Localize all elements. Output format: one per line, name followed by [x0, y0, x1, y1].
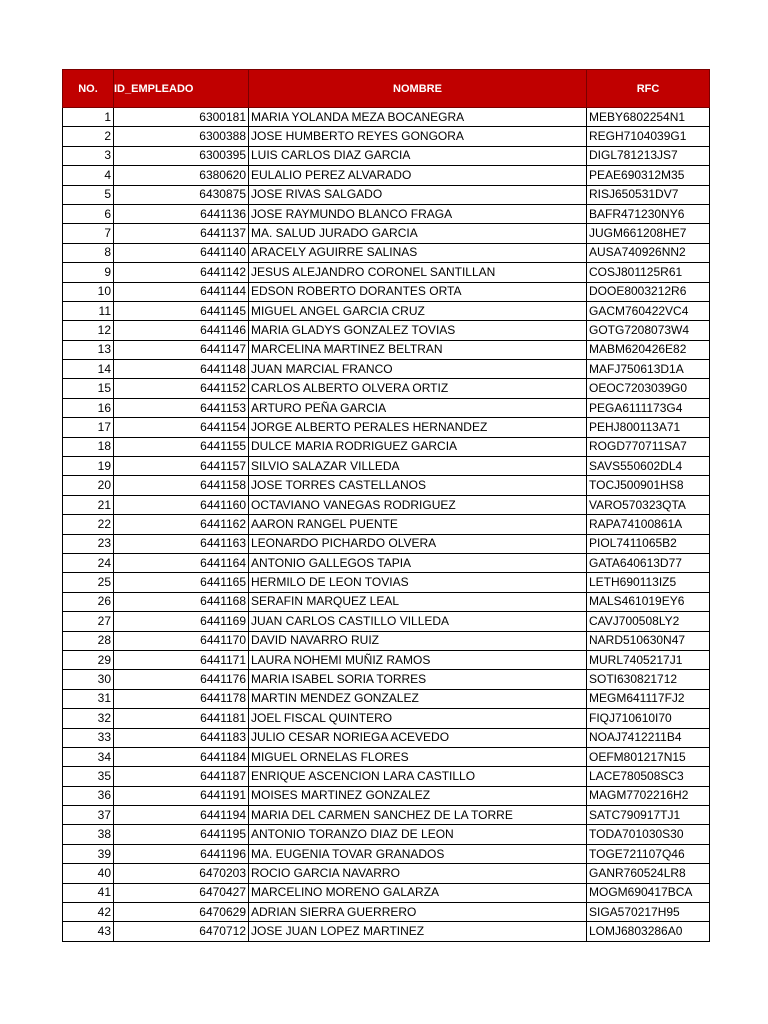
table-row [63, 883, 710, 902]
cell-rfc: MEBY6802254N1 [587, 108, 710, 127]
cell-rfc: TOCJ500901HS8 [587, 476, 710, 495]
cell-rfc: BAFR471230NY6 [587, 204, 710, 223]
cell-nombre: JOSE JUAN LOPEZ MARTINEZ [249, 922, 587, 941]
cell-id-empleado: 6441142 [114, 263, 249, 282]
cell-id-empleado: 6470427 [114, 883, 249, 902]
cell-nombre: MARIA YOLANDA MEZA BOCANEGRA [249, 108, 587, 127]
cell-nombre: JOSE RIVAS SALGADO [249, 185, 587, 204]
cell-nombre: MIGUEL ANGEL GARCIA CRUZ [249, 301, 587, 320]
cell-id-empleado: 6441191 [114, 786, 249, 805]
cell-no: 3 [63, 146, 114, 165]
cell-no: 4 [63, 166, 114, 185]
table-row [63, 476, 710, 495]
cell-id-empleado: 6441165 [114, 573, 249, 592]
cell-id-empleado: 6441187 [114, 767, 249, 786]
header-row [63, 70, 710, 108]
cell-nombre: ARTURO PEÑA GARCIA [249, 398, 587, 417]
cell-rfc: GACM760422VC4 [587, 301, 710, 320]
cell-no: 24 [63, 553, 114, 572]
table-row [63, 379, 710, 398]
cell-id-empleado: 6441196 [114, 844, 249, 863]
cell-rfc: TOGE721107Q46 [587, 844, 710, 863]
cell-rfc: OEFM801217N15 [587, 747, 710, 766]
cell-rfc: REGH7104039G1 [587, 127, 710, 146]
cell-nombre: MARCELINA MARTINEZ BELTRAN [249, 340, 587, 359]
cell-rfc: PEGA6111173G4 [587, 398, 710, 417]
cell-no: 35 [63, 767, 114, 786]
table-row [63, 786, 710, 805]
table-row [63, 185, 710, 204]
cell-nombre: MARIA DEL CARMEN SANCHEZ DE LA TORRE [249, 806, 587, 825]
cell-nombre: EULALIO PEREZ ALVARADO [249, 166, 587, 185]
cell-id-empleado: 6441155 [114, 437, 249, 456]
cell-nombre: MOISES MARTINEZ GONZALEZ [249, 786, 587, 805]
cell-no: 18 [63, 437, 114, 456]
cell-rfc: SATC790917TJ1 [587, 806, 710, 825]
cell-nombre: MA. SALUD JURADO GARCIA [249, 224, 587, 243]
cell-no: 11 [63, 301, 114, 320]
cell-rfc: GANR760524LR8 [587, 864, 710, 883]
table-row [63, 127, 710, 146]
cell-nombre: JOSE RAYMUNDO BLANCO FRAGA [249, 204, 587, 223]
cell-rfc: ROGD770711SA7 [587, 437, 710, 456]
cell-id-empleado: 6441137 [114, 224, 249, 243]
cell-rfc: SOTI630821712 [587, 670, 710, 689]
table-row [63, 418, 710, 437]
cell-rfc: VARO570323QTA [587, 495, 710, 514]
cell-id-empleado: 6441168 [114, 592, 249, 611]
table-row [63, 301, 710, 320]
cell-no: 2 [63, 127, 114, 146]
table-row [63, 495, 710, 514]
cell-rfc: MOGM690417BCA [587, 883, 710, 902]
cell-rfc: OEOC7203039G0 [587, 379, 710, 398]
cell-id-empleado: 6430875 [114, 185, 249, 204]
table-row [63, 903, 710, 922]
cell-no: 41 [63, 883, 114, 902]
table-row [63, 922, 710, 941]
cell-no: 12 [63, 321, 114, 340]
table-row [63, 747, 710, 766]
table-row [63, 166, 710, 185]
cell-id-empleado: 6441154 [114, 418, 249, 437]
table-row [63, 108, 710, 127]
employee-table [62, 69, 710, 942]
cell-nombre: LUIS CARLOS DIAZ GARCIA [249, 146, 587, 165]
cell-nombre: OCTAVIANO VANEGAS RODRIGUEZ [249, 495, 587, 514]
cell-rfc: MEGM641117FJ2 [587, 689, 710, 708]
cell-nombre: ANTONIO GALLEGOS TAPIA [249, 553, 587, 572]
cell-no: 6 [63, 204, 114, 223]
table-row [63, 864, 710, 883]
cell-id-empleado: 6300395 [114, 146, 249, 165]
table-row [63, 767, 710, 786]
cell-id-empleado: 6441144 [114, 282, 249, 301]
table-row [63, 825, 710, 844]
table-row [63, 670, 710, 689]
cell-id-empleado: 6380620 [114, 166, 249, 185]
header-nombre: NOMBRE [249, 70, 587, 108]
cell-id-empleado: 6441163 [114, 534, 249, 553]
cell-no: 42 [63, 903, 114, 922]
cell-no: 20 [63, 476, 114, 495]
cell-no: 25 [63, 573, 114, 592]
cell-nombre: HERMILO DE LEON TOVIAS [249, 573, 587, 592]
cell-rfc: NARD510630N47 [587, 631, 710, 650]
cell-id-empleado: 6470203 [114, 864, 249, 883]
cell-no: 22 [63, 515, 114, 534]
cell-nombre: MARIA GLADYS GONZALEZ TOVIAS [249, 321, 587, 340]
cell-nombre: ANTONIO TORANZO DIAZ DE LEON [249, 825, 587, 844]
cell-no: 29 [63, 650, 114, 669]
cell-no: 9 [63, 263, 114, 282]
table-row [63, 612, 710, 631]
cell-id-empleado: 6441176 [114, 670, 249, 689]
cell-nombre: MARTIN MENDEZ GONZALEZ [249, 689, 587, 708]
cell-rfc: PIOL7411065B2 [587, 534, 710, 553]
cell-no: 40 [63, 864, 114, 883]
table-row [63, 360, 710, 379]
cell-rfc: RAPA74100861A [587, 515, 710, 534]
cell-no: 21 [63, 495, 114, 514]
cell-no: 26 [63, 592, 114, 611]
cell-no: 34 [63, 747, 114, 766]
cell-nombre: AARON RANGEL PUENTE [249, 515, 587, 534]
cell-id-empleado: 6441183 [114, 728, 249, 747]
cell-id-empleado: 6441181 [114, 709, 249, 728]
cell-id-empleado: 6441147 [114, 340, 249, 359]
cell-rfc: LETH690113IZ5 [587, 573, 710, 592]
header-rfc: RFC [587, 70, 710, 108]
cell-nombre: LEONARDO PICHARDO OLVERA [249, 534, 587, 553]
cell-nombre: MARIA ISABEL SORIA TORRES [249, 670, 587, 689]
cell-no: 36 [63, 786, 114, 805]
cell-nombre: JULIO CESAR NORIEGA ACEVEDO [249, 728, 587, 747]
table-row [63, 146, 710, 165]
cell-rfc: JUGM661208HE7 [587, 224, 710, 243]
cell-id-empleado: 6441140 [114, 243, 249, 262]
table-row [63, 515, 710, 534]
cell-no: 14 [63, 360, 114, 379]
cell-no: 7 [63, 224, 114, 243]
cell-no: 13 [63, 340, 114, 359]
table-row [63, 534, 710, 553]
cell-rfc: LACE780508SC3 [587, 767, 710, 786]
cell-no: 16 [63, 398, 114, 417]
cell-no: 32 [63, 709, 114, 728]
cell-no: 10 [63, 282, 114, 301]
cell-id-empleado: 6300181 [114, 108, 249, 127]
cell-no: 39 [63, 844, 114, 863]
cell-rfc: MAGM7702216H2 [587, 786, 710, 805]
cell-id-empleado: 6441148 [114, 360, 249, 379]
cell-nombre: JOSE HUMBERTO REYES GONGORA [249, 127, 587, 146]
cell-rfc: CAVJ700508LY2 [587, 612, 710, 631]
cell-rfc: FIQJ710610I70 [587, 709, 710, 728]
cell-nombre: SILVIO SALAZAR VILLEDA [249, 457, 587, 476]
cell-rfc: SAVS550602DL4 [587, 457, 710, 476]
cell-nombre: JOSE TORRES CASTELLANOS [249, 476, 587, 495]
cell-rfc: TODA701030S30 [587, 825, 710, 844]
cell-rfc: GOTG7208073W4 [587, 321, 710, 340]
cell-nombre: JUAN CARLOS CASTILLO VILLEDA [249, 612, 587, 631]
cell-no: 17 [63, 418, 114, 437]
cell-nombre: JUAN MARCIAL FRANCO [249, 360, 587, 379]
cell-rfc: RISJ650531DV7 [587, 185, 710, 204]
table-row [63, 243, 710, 262]
cell-nombre: MARCELINO MORENO GALARZA [249, 883, 587, 902]
cell-rfc: MALS461019EY6 [587, 592, 710, 611]
cell-nombre: JORGE ALBERTO PERALES HERNANDEZ [249, 418, 587, 437]
cell-rfc: DIGL781213JS7 [587, 146, 710, 165]
table-row [63, 340, 710, 359]
cell-id-empleado: 6441178 [114, 689, 249, 708]
cell-rfc: AUSA740926NN2 [587, 243, 710, 262]
table-row [63, 321, 710, 340]
cell-id-empleado: 6441162 [114, 515, 249, 534]
cell-nombre: JOEL FISCAL QUINTERO [249, 709, 587, 728]
cell-no: 23 [63, 534, 114, 553]
table-row [63, 709, 710, 728]
cell-nombre: MA. EUGENIA TOVAR GRANADOS [249, 844, 587, 863]
cell-id-empleado: 6441160 [114, 495, 249, 514]
table-row [63, 689, 710, 708]
cell-nombre: ADRIAN SIERRA GUERRERO [249, 903, 587, 922]
cell-nombre: DAVID NAVARRO RUIZ [249, 631, 587, 650]
cell-id-empleado: 6441170 [114, 631, 249, 650]
cell-nombre: CARLOS ALBERTO OLVERA ORTIZ [249, 379, 587, 398]
cell-no: 5 [63, 185, 114, 204]
cell-rfc: SIGA570217H95 [587, 903, 710, 922]
cell-rfc: LOMJ6803286A0 [587, 922, 710, 941]
cell-nombre: ROCIO GARCIA NAVARRO [249, 864, 587, 883]
header-no: NO. [63, 70, 114, 108]
table-row [63, 282, 710, 301]
table-row [63, 631, 710, 650]
cell-nombre: ENRIQUE ASCENCION LARA CASTILLO [249, 767, 587, 786]
cell-rfc: MABM620426E82 [587, 340, 710, 359]
cell-no: 31 [63, 689, 114, 708]
cell-id-empleado: 6441195 [114, 825, 249, 844]
cell-rfc: GATA640613D77 [587, 553, 710, 572]
cell-id-empleado: 6441145 [114, 301, 249, 320]
cell-rfc: PEHJ800113A71 [587, 418, 710, 437]
table-row [63, 806, 710, 825]
cell-id-empleado: 6441158 [114, 476, 249, 495]
cell-nombre: DULCE MARIA RODRIGUEZ GARCIA [249, 437, 587, 456]
cell-id-empleado: 6441157 [114, 457, 249, 476]
cell-nombre: MIGUEL ORNELAS FLORES [249, 747, 587, 766]
cell-id-empleado: 6441184 [114, 747, 249, 766]
cell-no: 19 [63, 457, 114, 476]
cell-rfc: MURL7405217J1 [587, 650, 710, 669]
cell-rfc: COSJ801125R61 [587, 263, 710, 282]
table-row [63, 224, 710, 243]
cell-no: 1 [63, 108, 114, 127]
cell-nombre: ARACELY AGUIRRE SALINAS [249, 243, 587, 262]
table-row [63, 573, 710, 592]
table-row [63, 844, 710, 863]
cell-id-empleado: 6441194 [114, 806, 249, 825]
table-row [63, 728, 710, 747]
cell-no: 28 [63, 631, 114, 650]
table-row [63, 398, 710, 417]
cell-no: 38 [63, 825, 114, 844]
table-row [63, 204, 710, 223]
cell-id-empleado: 6300388 [114, 127, 249, 146]
cell-no: 27 [63, 612, 114, 631]
cell-id-empleado: 6441146 [114, 321, 249, 340]
cell-nombre: SERAFIN MARQUEZ LEAL [249, 592, 587, 611]
cell-id-empleado: 6441164 [114, 553, 249, 572]
table-row [63, 457, 710, 476]
table-row [63, 263, 710, 282]
table-row [63, 592, 710, 611]
cell-nombre: LAURA NOHEMI MUÑIZ RAMOS [249, 650, 587, 669]
cell-id-empleado: 6470629 [114, 903, 249, 922]
cell-no: 37 [63, 806, 114, 825]
cell-id-empleado: 6470712 [114, 922, 249, 941]
cell-id-empleado: 6441171 [114, 650, 249, 669]
cell-id-empleado: 6441153 [114, 398, 249, 417]
cell-id-empleado: 6441169 [114, 612, 249, 631]
cell-nombre: EDSON ROBERTO DORANTES ORTA [249, 282, 587, 301]
table-row [63, 553, 710, 572]
cell-rfc: PEAE690312M35 [587, 166, 710, 185]
table-row [63, 437, 710, 456]
cell-no: 30 [63, 670, 114, 689]
cell-nombre: JESUS ALEJANDRO CORONEL SANTILLAN [249, 263, 587, 282]
cell-rfc: DOOE8003212R6 [587, 282, 710, 301]
table-row [63, 650, 710, 669]
cell-rfc: NOAJ7412211B4 [587, 728, 710, 747]
cell-no: 8 [63, 243, 114, 262]
cell-rfc: MAFJ750613D1A [587, 360, 710, 379]
header-id-empleado: ID_EMPLEADO [114, 70, 249, 108]
cell-no: 15 [63, 379, 114, 398]
cell-no: 33 [63, 728, 114, 747]
cell-no: 43 [63, 922, 114, 941]
cell-id-empleado: 6441136 [114, 204, 249, 223]
cell-id-empleado: 6441152 [114, 379, 249, 398]
